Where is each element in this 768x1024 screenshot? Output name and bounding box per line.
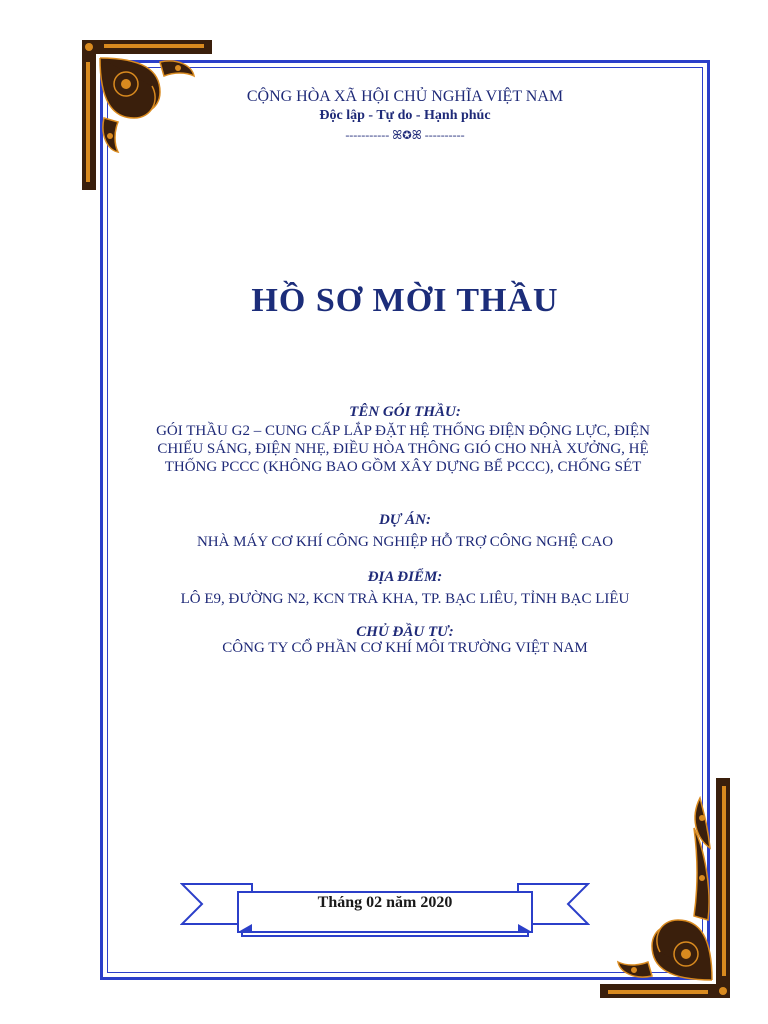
location-value: LÔ E9, ĐƯỜNG N2, KCN TRÀ KHA, TP. BẠC LIÊU, TỈNH BẠC LIÊU xyxy=(180,591,630,607)
project-value: NHÀ MÁY CƠ KHÍ CÔNG NGHIỆP HỖ TRỢ CÔNG NGHỆ CAO xyxy=(196,534,614,550)
project-label: DỰ ÁN: xyxy=(378,512,432,528)
header-divider: ----------- ꕤ✪ꕤ ---------- xyxy=(345,128,465,142)
national-title: CỘNG HÒA XÃ HỘI CHỦ NGHĨA VIỆT NAM xyxy=(246,88,564,105)
package-value: GÓI THẦU G2 – CUNG CẤP LẮP ĐẶT HỆ THỐNG ĐIỆN ĐỘNG LỰC, ĐIỆN CHIẾU SÁNG, ĐIỆN NHẸ, ĐIỀU HÒA THÔNG GIÓ CHO NHÀ XƯỞNG, HỆ THỐNG PCCC (KHÔNG BAO GỒM XÂY DỰNG BỂ PCCC), CHỐNG SÉT xyxy=(156,423,650,475)
document-title: HỒ SƠ MỜI THẦU xyxy=(251,282,559,319)
investor-value: CÔNG TY CỔ PHẦN CƠ KHÍ MÔI TRƯỜNG VIỆT NAM xyxy=(222,640,588,656)
investor-label: CHỦ ĐẦU TƯ: xyxy=(356,624,454,640)
location-label: ĐỊA ĐIỂM: xyxy=(367,569,443,585)
national-motto: Độc lập - Tự do - Hạnh phúc xyxy=(319,108,491,123)
ribbon-banner-icon xyxy=(180,878,590,948)
package-label: TÊN GÓI THẦU: xyxy=(349,404,461,420)
issue-date: Tháng 02 năm 2020 xyxy=(317,894,453,911)
corner-ornament-bottom-right-icon xyxy=(600,778,730,998)
